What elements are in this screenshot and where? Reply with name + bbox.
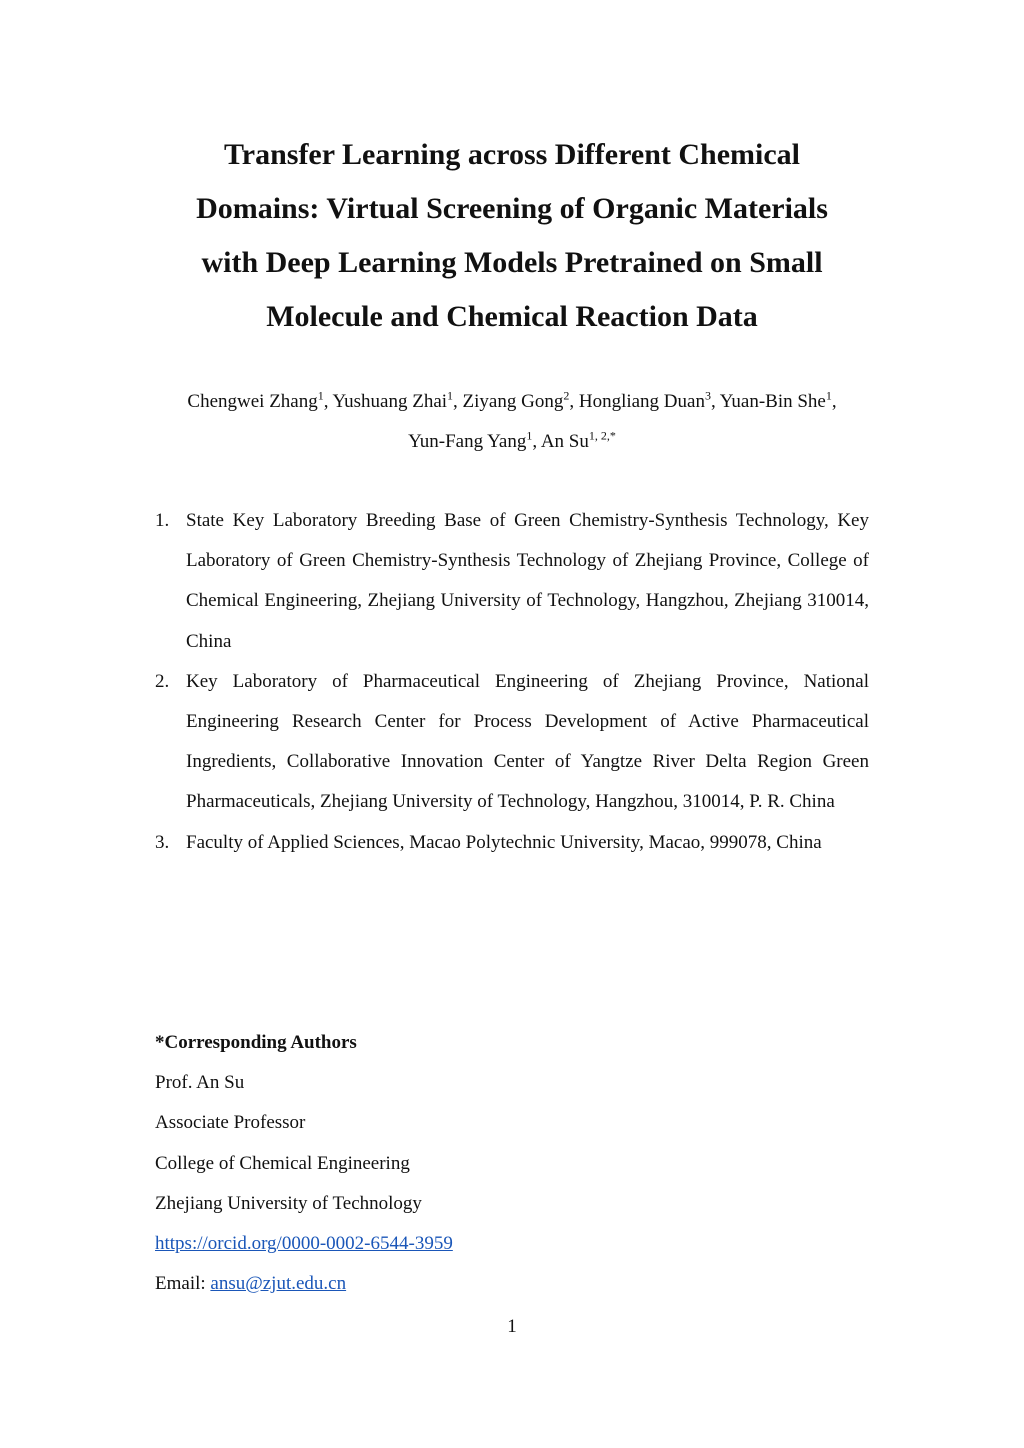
affiliation-text: State Key Laboratory Breeding Base of Green Chemistry-Synthesis Technology, Key Laboratory of Green Chemistry-Synthesis Technology of Zhejiang Province, College of Chemical Engineering, Zhejiang University of Technology, Hangzhou, Zhejiang 310014, China [186,510,869,652]
author-affil-marker: 1, 2,* [588,428,616,443]
corresponding-author-block [155,1023,453,1304]
author-name: Yushuang Zhai [332,391,448,412]
author-separator: , [453,391,463,412]
author-affil-marker: 1 [825,388,832,403]
author-name: Ziyang Gong [462,391,564,412]
page-number: 1 [507,1316,517,1337]
affiliation-number: 3. [155,831,170,853]
author-separator: , [532,431,541,452]
author-name: Yuan-Bin She [719,391,826,412]
affiliation-number: 1. [155,510,170,531]
author-separator: , [710,391,720,412]
corresponding-name: Prof. An Su [155,1072,245,1094]
affiliation-item [155,823,869,863]
author-affil-marker: 1 [447,388,454,403]
orcid-link[interactable]: https://orcid.org/0000-0002-6544-3959 [155,1233,453,1255]
author-line [120,382,904,422]
author-separator: , [569,391,579,412]
author-affil-marker: 3 [704,388,711,403]
title-line: with Deep Learning Models Pretrained on Small [201,246,823,279]
corresponding-position: Associate Professor [155,1112,306,1134]
author-separator: , [831,391,837,412]
author-affil-marker: 1 [526,428,533,443]
author-list [120,382,904,462]
affiliation-item [155,662,869,823]
author-name: Chengwei Zhang [187,391,318,412]
email-label: Email: [155,1273,211,1295]
affiliation-item [155,501,869,662]
author-line [120,422,904,462]
email-link[interactable]: ansu@zjut.edu.cn [210,1273,347,1295]
affiliation-list [155,501,869,863]
author-affil-marker: 2 [563,388,570,403]
affiliation-text: Faculty of Applied Sciences, Macao Polytechnic University, Macao, 999078, China [186,831,822,853]
orcid-row [155,1224,453,1264]
author-separator: , [323,391,333,412]
author-affil-marker: 1 [317,388,324,403]
title-line: Domains: Virtual Screening of Organic Materials [196,192,828,225]
corresponding-university: Zhejiang University of Technology [155,1192,422,1214]
corresponding-college: College of Chemical Engineering [155,1152,410,1174]
author-name: Yun-Fang Yang [408,431,527,452]
affiliation-number: 2. [155,670,170,692]
affiliation-text: Key Laboratory of Pharmaceutical Engineering of Zhejiang Province, National Engineering Research Center for Process Development of Active Pharmaceutical Ingredients, Collaborative Innovation Center of Yangtze River Delta Region Green Pharmaceuticals, Zhejiang University of Technology, Hangzhou, 310014, P. R. China [186,670,869,813]
email-row [155,1264,453,1304]
title-line: Transfer Learning across Different Chemical [223,138,801,171]
author-name: An Su [540,431,589,452]
paper-title [150,128,874,344]
corresponding-heading: *Corresponding Authors [155,1032,357,1053]
author-name: Hongliang Duan [578,391,705,412]
title-line: Molecule and Chemical Reaction Data [266,300,758,333]
